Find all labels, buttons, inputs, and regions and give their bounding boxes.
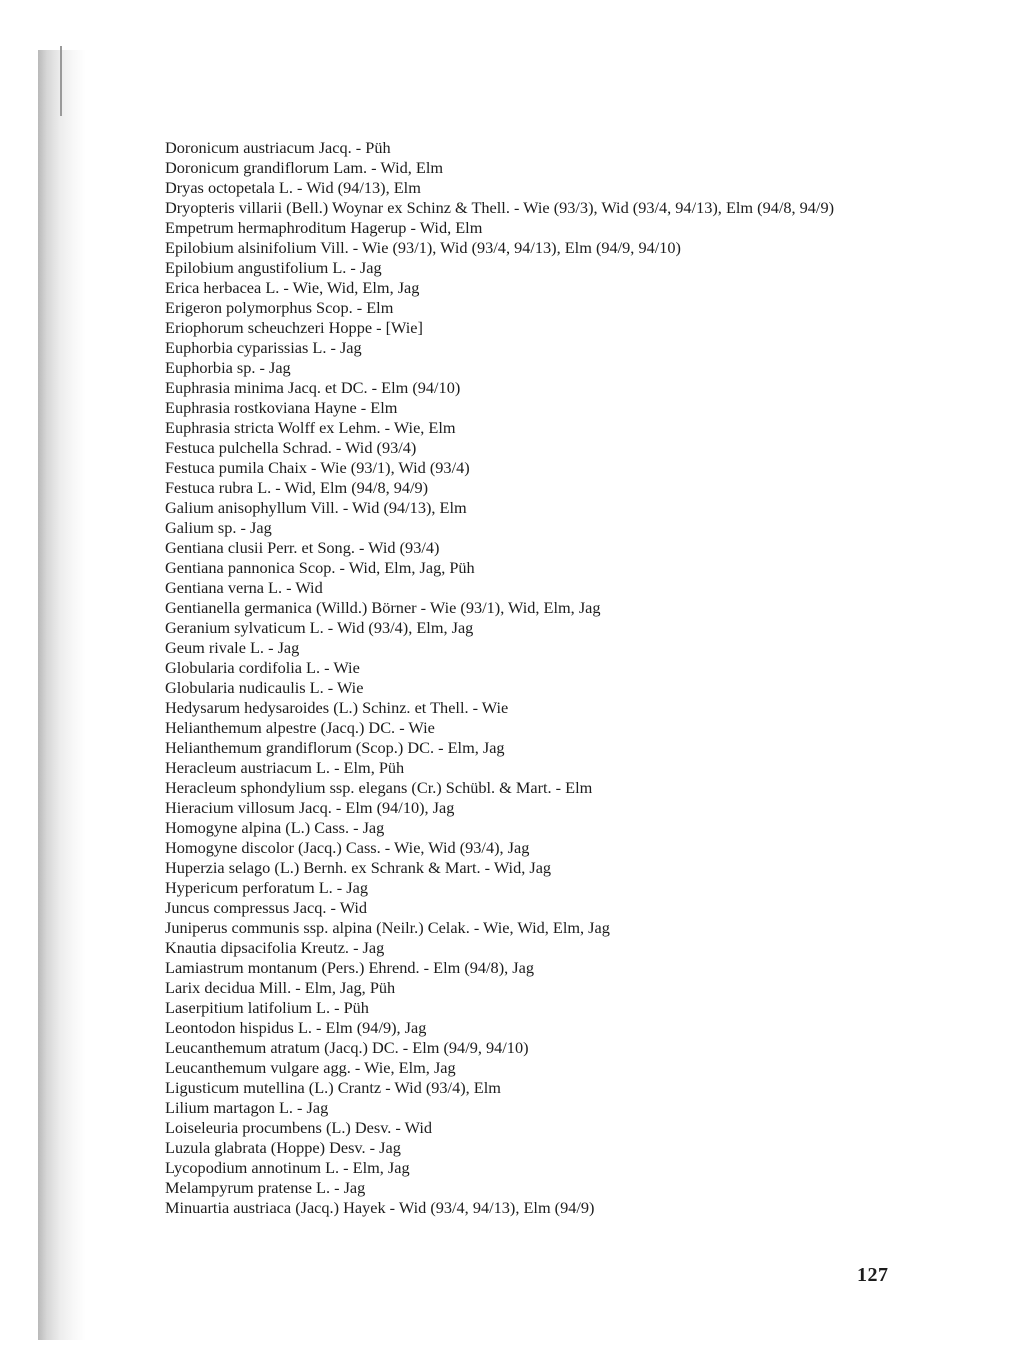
species-entry: Homogyne alpina (L.) Cass. - Jag [165, 818, 385, 837]
species-entry: Hypericum perforatum L. - Jag [165, 878, 368, 897]
species-entry: Galium anisophyllum Vill. - Wid (94/13), Elm [165, 498, 467, 517]
species-entry: Festuca pumila Chaix - Wie (93/1), Wid (93/4) [165, 458, 470, 477]
species-entry: Laserpitium latifolium L. - Püh [165, 998, 369, 1017]
species-entry: Ligusticum mutellina (L.) Crantz - Wid (93/4), Elm [165, 1078, 501, 1097]
species-entry: Erica herbacea L. - Wie, Wid, Elm, Jag [165, 278, 420, 297]
species-entry: Leucanthemum vulgare agg. - Wie, Elm, Jag [165, 1058, 456, 1077]
species-entry: Empetrum hermaphroditum Hagerup - Wid, Elm [165, 218, 483, 237]
species-list [165, 138, 905, 1218]
species-entry: Lamiastrum montanum (Pers.) Ehrend. - Elm (94/8), Jag [165, 958, 534, 977]
species-entry: Loiseleuria procumbens (L.) Desv. - Wid [165, 1118, 433, 1137]
species-entry: Lilium martagon L. - Jag [165, 1098, 329, 1117]
species-entry: Lycopodium annotinum L. - Elm, Jag [165, 1158, 410, 1177]
species-entry: Heracleum sphondylium ssp. elegans (Cr.) Schübl. & Mart. - Elm [165, 778, 593, 797]
species-entry: Helianthemum grandiflorum (Scop.) DC. - Elm, Jag [165, 738, 505, 757]
species-entry: Homogyne discolor (Jacq.) Cass. - Wie, Wid (93/4), Jag [165, 838, 530, 857]
species-entry: Dryopteris villarii (Bell.) Woynar ex Schinz & Thell. - Wie (93/3), Wid (93/4, 94/13), Elm (94/8, 94/9) [165, 198, 835, 217]
page-number: 127 [857, 1264, 889, 1286]
species-entry: Eriophorum scheuchzeri Hoppe - [Wie] [165, 318, 423, 337]
species-entry: Leontodon hispidus L. - Elm (94/9), Jag [165, 1018, 427, 1037]
species-entry: Larix decidua Mill. - Elm, Jag, Püh [165, 978, 396, 997]
species-entry: Knautia dipsacifolia Kreutz. - Jag [165, 938, 385, 957]
species-entry: Gentiana clusii Perr. et Song. - Wid (93/4) [165, 538, 440, 557]
species-entry: Festuca rubra L. - Wid, Elm (94/8, 94/9) [165, 478, 429, 497]
species-entry: Luzula glabrata (Hoppe) Desv. - Jag [165, 1138, 401, 1157]
species-entry: Euphrasia stricta Wolff ex Lehm. - Wie, Elm [165, 418, 456, 437]
species-entry: Helianthemum alpestre (Jacq.) DC. - Wie [165, 718, 435, 737]
species-entry: Gentiana verna L. - Wid [165, 578, 323, 597]
species-entry: Doronicum grandiflorum Lam. - Wid, Elm [165, 158, 444, 177]
species-entry: Juncus compressus Jacq. - Wid [165, 898, 368, 917]
species-entry: Heracleum austriacum L. - Elm, Püh [165, 758, 405, 777]
species-entry: Geum rivale L. - Jag [165, 638, 300, 657]
species-entry: Juniperus communis ssp. alpina (Neilr.) Celak. - Wie, Wid, Elm, Jag [165, 918, 610, 937]
species-entry: Hedysarum hedysaroides (L.) Schinz. et Thell. - Wie [165, 698, 509, 717]
species-entry: Epilobium alsinifolium Vill. - Wie (93/1), Wid (93/4, 94/13), Elm (94/9, 94/10) [165, 238, 681, 257]
species-entry: Leucanthemum atratum (Jacq.) DC. - Elm (94/9, 94/10) [165, 1038, 529, 1057]
species-entry: Geranium sylvaticum L. - Wid (93/4), Elm, Jag [165, 618, 474, 637]
species-entry: Globularia nudicaulis L. - Wie [165, 678, 364, 697]
species-entry: Euphrasia rostkoviana Hayne - Elm [165, 398, 398, 417]
species-entry: Galium sp. - Jag [165, 518, 272, 537]
page-gutter-shadow [38, 50, 86, 1340]
species-entry: Gentiana pannonica Scop. - Wid, Elm, Jag, Püh [165, 558, 475, 577]
species-entry: Festuca pulchella Schrad. - Wid (93/4) [165, 438, 417, 457]
species-entry: Huperzia selago (L.) Bernh. ex Schrank & Mart. - Wid, Jag [165, 858, 552, 877]
species-entry: Minuartia austriaca (Jacq.) Hayek - Wid (93/4, 94/13), Elm (94/9) [165, 1198, 595, 1217]
species-entry: Globularia cordifolia L. - Wie [165, 658, 360, 677]
species-entry: Doronicum austriacum Jacq. - Püh [165, 138, 391, 157]
page-edge-mark [60, 46, 62, 116]
species-entry: Gentianella germanica (Willd.) Börner - Wie (93/1), Wid, Elm, Jag [165, 598, 601, 617]
species-entry: Euphorbia sp. - Jag [165, 358, 291, 377]
species-entry: Euphrasia minima Jacq. et DC. - Elm (94/10) [165, 378, 461, 397]
species-entry: Epilobium angustifolium L. - Jag [165, 258, 382, 277]
species-entry: Hieracium villosum Jacq. - Elm (94/10), Jag [165, 798, 455, 817]
species-entry: Melampyrum pratense L. - Jag [165, 1178, 366, 1197]
species-entry: Erigeron polymorphus Scop. - Elm [165, 298, 394, 317]
species-entry: Euphorbia cyparissias L. - Jag [165, 338, 362, 357]
species-entry: Dryas octopetala L. - Wid (94/13), Elm [165, 178, 421, 197]
